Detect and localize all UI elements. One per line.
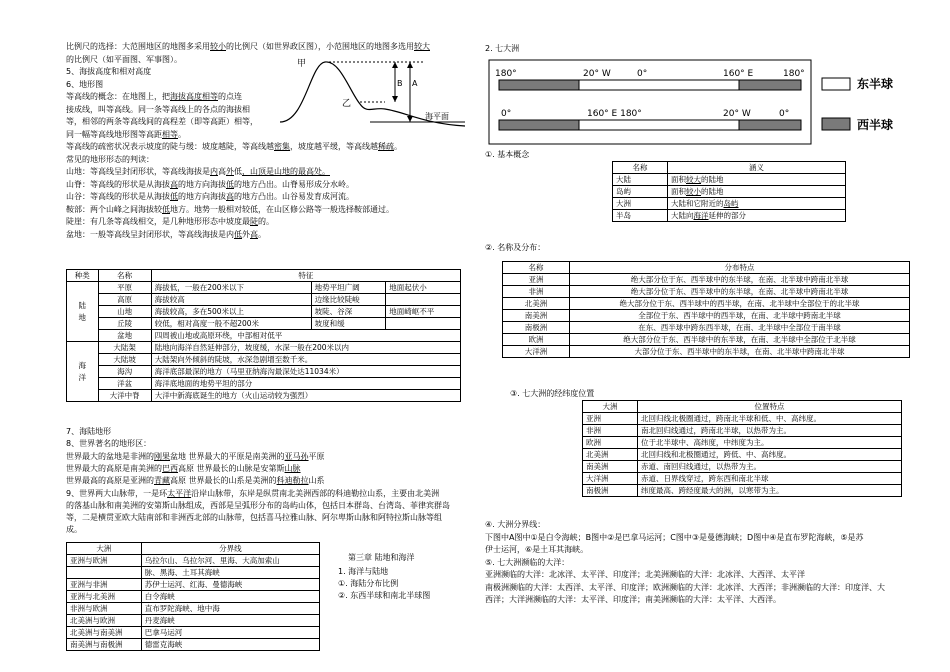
pos-cell: 大洋洲 <box>583 473 638 485</box>
intro-line-12: 山谷：等高线的形状是从海拔低的地方向海拔高的地方凸出。山谷易发育成河流。 <box>66 192 354 201</box>
hemisphere-strip-diagram <box>487 58 927 148</box>
terrain-feature-3 <box>386 318 461 330</box>
dist-cell: 绝大部分位于东、西半球中的西半球，在南、北半球中全部位于的北半球 <box>570 298 910 310</box>
boundary-cell <box>67 567 142 579</box>
boundary-row <box>67 555 320 567</box>
boundary-cell: 亚洲与欧洲 <box>67 555 142 567</box>
basic-concepts-table <box>612 161 846 222</box>
dist-row <box>503 286 910 298</box>
dist-header-name: 名称 <box>503 262 570 274</box>
pos-row <box>583 485 902 497</box>
dist-row <box>503 334 910 346</box>
basic-cell: 大洲 <box>613 198 668 210</box>
boundary-row <box>67 615 320 627</box>
lon-bottom-1: 0° <box>501 109 512 119</box>
bottom-line-3: ⑤. 七大洲濒临的大洋： <box>485 557 570 567</box>
dist-row <box>503 322 910 334</box>
lon-top-2: 20° W <box>583 69 611 79</box>
a-label: B <box>397 79 403 88</box>
lon-bottom-4: 0° <box>779 109 790 119</box>
pos-row <box>583 425 902 437</box>
boundary-cell: 亚洲与非洲 <box>67 579 142 591</box>
dist-cell: 亚洲 <box>503 274 570 286</box>
dist-row <box>503 310 910 322</box>
terrain-row <box>67 282 461 294</box>
basic-row <box>613 174 846 186</box>
terrain-feature-3 <box>386 294 461 306</box>
terrain-table <box>66 269 461 402</box>
east-hemisphere-legend: 东半球 <box>857 77 894 91</box>
terrain-name: 海沟 <box>98 366 151 378</box>
bottom-line-0: ④. 大洲分界线： <box>485 520 546 529</box>
intro-line-15: 盆地：一般等高线呈封闭形状，等高线海拔是内低外高。 <box>66 229 266 239</box>
terrain-feature: 陆地向海洋自然延伸部分，坡度缓，水深一般在200米以内 <box>151 342 460 354</box>
terrain-feature: 四周被山地或高原环绕，中部相对低平 <box>151 330 460 342</box>
peak-label: 甲 <box>297 59 307 69</box>
pos-cell: 赤道、南回归线通过，以热带为主。 <box>638 461 902 473</box>
intro-line-9: 常见的地形形态的判读： <box>66 154 154 164</box>
terrain-row <box>67 318 461 330</box>
terrain-row <box>67 342 461 354</box>
sea-level-label: 海平面 <box>425 112 449 121</box>
terrain-name: 洋盆 <box>98 378 151 390</box>
terrain-feature: 海拔较高，多在500米以上 <box>151 306 311 318</box>
dist-row <box>503 274 910 286</box>
terrain-row <box>67 378 461 390</box>
basic-cell: 面积较小的陆地 <box>668 186 846 198</box>
bottom-line-2: 伊士运河，⑥是土耳其海峡。 <box>485 545 589 554</box>
pos-row <box>583 461 902 473</box>
basic-header-meaning: 涵义 <box>668 162 846 174</box>
boundary-cell: 白令海峡 <box>141 591 319 603</box>
boundary-cell: 北美洲与南美洲 <box>67 627 142 639</box>
pos-cell: 赤道、日界线穿过，跨东西和南北半球 <box>638 473 902 485</box>
dist-cell: 绝大部分位于东、西半球中的东半球，在南、北半球中跨南北半球 <box>570 286 910 298</box>
terrain-name: 盆地 <box>98 330 151 342</box>
terrain-row <box>67 306 461 318</box>
basic-header-name: 名称 <box>613 162 668 174</box>
terrain-name: 大洋中脊 <box>98 390 151 402</box>
boundary-cell: 北美洲与欧洲 <box>67 615 142 627</box>
pos-cell: 北回归线北极圈通过，跨南北半球和低、中、高纬度。 <box>638 413 902 425</box>
basic-cell: 大陆向海洋延伸的部分 <box>668 210 846 222</box>
pos-row <box>583 449 902 461</box>
dist-cell: 绝大部分位于东、西半球中的东半球，在南、北半球中全部位于北半球 <box>570 334 910 346</box>
chapter-line-3: ②. 东西半球和南北半球图 <box>338 591 431 600</box>
terrain-name: 大陆架 <box>98 342 151 354</box>
basic-row <box>613 210 846 222</box>
boundary-header-line: 分界线 <box>141 543 319 555</box>
continent-boundary-table <box>66 542 320 651</box>
chapter-line-2: ①. 海陆分布比例 <box>338 579 399 588</box>
basic-concepts-title: ①. 基本概念 <box>485 150 530 159</box>
basic-cell: 大陆和它附近的岛屿 <box>668 198 846 210</box>
boundary-cell: 直布罗陀海峡、地中海 <box>141 603 319 615</box>
dist-cell: 大部分位于东、西半球中的东半球，在南、北半球中跨南北半球 <box>570 346 910 358</box>
position-table <box>582 400 902 497</box>
intro-line-2: 5、海拔高度和相对高度 <box>66 67 152 76</box>
terrain-kind-land: 陆 地 <box>67 282 99 342</box>
pos-cell: 亚洲 <box>583 413 638 425</box>
pos-cell: 北回归线和北极圈通过，跨低、中、高纬度。 <box>638 449 902 461</box>
terrain-feature: 海洋底地面的地势平坦的部分 <box>151 378 460 390</box>
after-line-3: 世界最大的高原是南美洲的巴西高原 世界最长的山脉是安第斯山脉 <box>66 463 301 473</box>
pos-header-name: 大洲 <box>583 401 638 413</box>
position-title: ③. 七大洲的经纬度位置 <box>510 389 595 398</box>
lon-bottom-3: 20° W <box>723 109 751 119</box>
lon-top-1: 180° <box>495 69 517 79</box>
terrain-name: 大陆坡 <box>98 354 151 366</box>
distribution-table <box>502 261 910 358</box>
distribution-title: ②. 名称及分布： <box>485 243 546 252</box>
dist-cell: 全部位于东、西半球中的西半球，在南、北半球中跨南北半球 <box>570 310 910 322</box>
terrain-feature: 大陆架向外倾斜的陡坡，水深急剧增至数千米。 <box>151 354 460 366</box>
seven-continents-title: 2. 七大洲 <box>485 44 520 53</box>
terrain-feature: 海拔较高 <box>151 294 311 306</box>
boundary-cell: 德雷克海峡 <box>141 639 319 651</box>
pos-row <box>583 437 902 449</box>
intro-line-4: 等高线的概念：在地图上，把海拔高度相等的点连 <box>66 92 242 101</box>
pos-cell: 南极洲 <box>583 485 638 497</box>
terrain-feature-2: 边缘比较陡峻 <box>311 294 386 306</box>
intro-line-14: 陡崖：有几条等高线相交，是几种地形形态中坡度最陡的。 <box>66 217 274 226</box>
dist-cell: 非洲 <box>503 286 570 298</box>
terrain-header-name: 名称 <box>98 270 151 282</box>
terrain-name: 平原 <box>98 282 151 294</box>
dist-cell: 欧洲 <box>503 334 570 346</box>
dist-header-feature: 分布特点 <box>570 262 910 274</box>
intro-line-1: 的比例尺（如平面图、军事图）。 <box>66 54 182 64</box>
pos-cell: 南北回归线通过，跨南北半球，以热带为主。 <box>638 425 902 437</box>
dist-cell: 南美洲 <box>503 310 570 322</box>
boundary-cell: 南美洲与南极洲 <box>67 639 142 651</box>
intro-line-3: 6、地形图 <box>66 79 104 89</box>
intro-line-8: 等高线的疏密状况表示坡度的陡与缓：坡度越陡，等高线越密集，坡度越平缓，等高线越稀疏。 <box>66 142 402 151</box>
boundary-cell: 丹麦海峡 <box>141 615 319 627</box>
basic-cell: 面积较大的陆地 <box>668 174 846 186</box>
pos-cell: 纬度最高、跨经度最大的洲，以寒带为主。 <box>638 485 902 497</box>
basic-row <box>613 198 846 210</box>
pos-row <box>583 413 902 425</box>
dist-cell: 绝大部分位于东、西半球中的东半球，在南、北半球中跨南北半球 <box>570 274 910 286</box>
terrain-feature-2: 地势平坦广阔 <box>311 282 386 294</box>
b-label: A <box>412 79 418 88</box>
boundary-cell: 非洲与欧洲 <box>67 603 142 615</box>
intro-line-10: 山地：等高线呈封闭形状，等高线海拔是内高外低，山顶是山地的最高处。 <box>66 167 330 176</box>
west-hemisphere-legend: 西半球 <box>857 118 894 132</box>
pos-cell: 非洲 <box>583 425 638 437</box>
terrain-row <box>67 390 461 402</box>
intro-line-11: 山脊：等高线的形状是从海拔高的地方向海拔低的地方凸出。山脊易形成分水岭。 <box>66 179 354 189</box>
boundary-header-continent: 大洲 <box>67 543 142 555</box>
lon-top-4: 160° E <box>723 69 754 79</box>
boundary-row <box>67 639 320 651</box>
after-line-6: 的落基山脉和南美洲的安第斯山脉组成，西部是呈弧形分布的岛屿山体，包括日本群岛、台湾岛、菲律宾群岛 <box>66 500 450 510</box>
bottom-line-5: 南极洲濒临的大洋：太西洋、太平洋、印度洋；欧洲濒临的大洋：北冰洋、大西洋；非洲濒临的大洋：印度洋、大 <box>485 582 885 592</box>
after-line-2: 世界最大的盆地是非洲的刚果盆地 世界最大的平原是南美洲的亚马孙平原 <box>66 451 325 461</box>
terrain-row <box>67 330 461 342</box>
intro-line-0: 比例尺的选择：大范围地区的地图多采用较小的比例尺（如世界政区图），小范围地区的地图多选用较大 <box>66 42 430 51</box>
pos-row <box>583 473 902 485</box>
terrain-feature: 较低，相对高度一般不超200米 <box>151 318 311 330</box>
boundary-cell: 脉、黑海、土耳其海峡 <box>141 567 319 579</box>
intro-line-7: 同一幅等高线地形图等高距相等。 <box>66 129 186 139</box>
boundary-row <box>67 567 320 579</box>
dist-cell: 大洋洲 <box>503 346 570 358</box>
terrain-feature: 海洋底部最深的地方（马里亚纳海沟最深处达11034米） <box>151 366 460 378</box>
terrain-feature-2: 坡陡、谷深 <box>311 306 386 318</box>
terrain-feature: 大洋中新海底诞生的地方（火山运动较为强烈） <box>151 390 460 402</box>
after-line-5: 9、世界两大山脉带，一是环太平洋沿岸山脉带，东岸是纵贯南北美洲西部的科迪勒拉山系，主要由北美洲 <box>66 488 440 498</box>
after-line-8: 成。 <box>66 525 82 535</box>
bottom-line-1: 下图中A图中①是白令海峡；B图中②是巴拿马运河；C图中③是曼德海峡；D图中④是直布罗陀海峡，⑤是苏 <box>485 532 864 542</box>
terrain-name: 高原 <box>98 294 151 306</box>
bottom-line-4: 亚洲濒临的大洋：北冰洋、太平洋、印度洋；北美洲濒临的大洋：北冰洋、大西洋、太平洋 <box>485 570 805 579</box>
basic-cell: 岛屿 <box>613 186 668 198</box>
pos-header-feature: 位置特点 <box>638 401 902 413</box>
pos-cell: 位于北半球中、高纬度，中纬度为主。 <box>638 437 902 449</box>
terrain-header-kind: 种类 <box>67 270 99 282</box>
boundary-row <box>67 579 320 591</box>
terrain-feature: 海拔低，一般在200米以下 <box>151 282 311 294</box>
terrain-row <box>67 366 461 378</box>
elevation-profile-diagram <box>275 52 475 132</box>
pos-cell: 欧洲 <box>583 437 638 449</box>
intro-line-5: 接成线，叫等高线。同一条等高线上的各点的海拔相 <box>66 104 250 114</box>
boundary-cell: 巴拿马运河 <box>141 627 319 639</box>
boundary-row <box>67 627 320 639</box>
terrain-header-feature: 特征 <box>151 270 460 282</box>
terrain-kind-sea: 海 洋 <box>67 342 99 402</box>
basic-cell: 大陆 <box>613 174 668 186</box>
intro-line-6: 等，相邻的两条等高线间的高程差（即等高距）相等， <box>66 117 258 126</box>
pos-cell: 南美洲 <box>583 461 638 473</box>
lon-top-5: 180° <box>783 69 805 79</box>
chapter-line-0: 第三章 陆地和海洋 <box>348 553 415 562</box>
dist-row <box>503 346 910 358</box>
after-line-7: 等，二是横贯亚欧大陆南部和非洲西北部的山脉带，包括喜马拉雅山脉、阿尔卑斯山脉和阿特拉斯山脉等组 <box>66 513 442 523</box>
terrain-feature-2: 坡度和缓 <box>311 318 386 330</box>
basic-row <box>613 186 846 198</box>
boundary-row <box>67 591 320 603</box>
terrain-feature-3: 地面起伏小 <box>386 282 461 294</box>
boundary-cell: 亚洲与北美洲 <box>67 591 142 603</box>
dist-cell: 北美洲 <box>503 298 570 310</box>
dist-cell: 南极洲 <box>503 322 570 334</box>
bottom-line-6: 西洋；大洋洲濒临的大洋：太平洋、印度洋；南美洲濒临的大洋：太平洋、大西洋。 <box>485 595 781 604</box>
chapter-line-1: 1. 海洋与陆地 <box>338 567 389 576</box>
intro-line-13: 鞍部：两个山峰之间海拔较低地方。地势一般相对较低，在山区修公路等一般选择鞍部通过。 <box>66 204 394 214</box>
terrain-name: 丘陵 <box>98 318 151 330</box>
after-line-0: 7、海陆地形 <box>66 427 112 436</box>
dist-cell: 在东、西半球中跨东西半球，在南、北半球中全部位于南半球 <box>570 322 910 334</box>
boundary-row <box>67 603 320 615</box>
lon-bottom-2: 160° E 180° <box>587 109 642 119</box>
terrain-row <box>67 294 461 306</box>
basic-cell: 半岛 <box>613 210 668 222</box>
dist-row <box>503 298 910 310</box>
after-line-4: 世界最高的高原是亚洲的青藏高原 世界最长的山系是美洲的科迪勒拉山系 <box>66 476 325 486</box>
terrain-feature-3: 地面崎岖不平 <box>386 306 461 318</box>
terrain-name: 山地 <box>98 306 151 318</box>
pos-cell: 北美洲 <box>583 449 638 461</box>
boundary-cell: 乌拉尔山、乌拉尔河、里海、大高加索山 <box>141 555 319 567</box>
terrain-row <box>67 354 461 366</box>
after-line-1: 8、世界著名的地形区： <box>66 439 152 449</box>
boundary-cell: 苏伊士运河、红海、曼德海峡 <box>141 579 319 591</box>
valley-label: 乙 <box>342 99 352 109</box>
lon-top-3: 0° <box>637 69 648 79</box>
